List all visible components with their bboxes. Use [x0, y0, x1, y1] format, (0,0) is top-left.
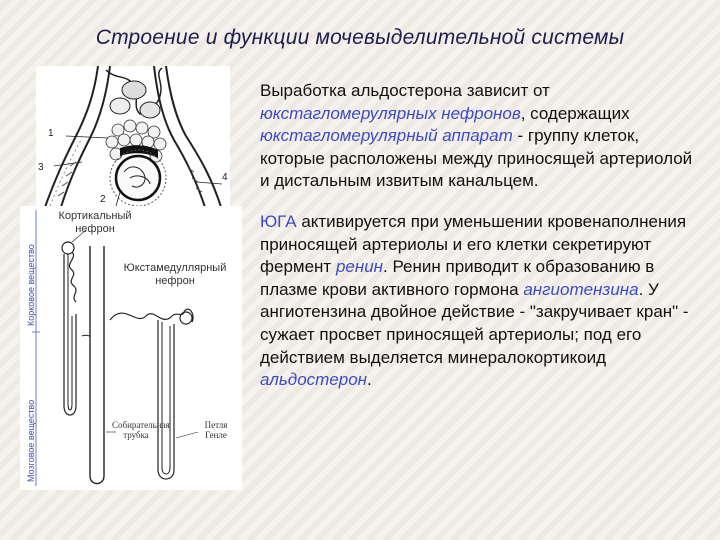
term-renin: ренин	[335, 257, 384, 277]
nephron-figure	[20, 66, 242, 490]
body-text	[260, 80, 700, 392]
label-num-2: 2	[100, 194, 106, 205]
label-cortical-nephron: Кортикальный нефрон	[58, 210, 132, 235]
label-num-3: 3	[38, 162, 44, 173]
jga-drawing	[36, 66, 230, 210]
label-num-1: 1	[48, 128, 54, 139]
text-fragment: . У ангиотензина двойное действие - "закручивает кран" - сужает просвет приносящей артериолы; под его действием выделяется минералокортикоид	[260, 279, 689, 367]
text-fragment: , содержащих	[520, 103, 630, 123]
paragraph-jga-activation	[260, 211, 700, 392]
slide-title: Строение и функции мочевыделительной системы	[95, 26, 625, 49]
text-fragment: активируется при уменьшении кровенаполнения приносящей артериолы и его клетки секретируют фермент	[260, 211, 687, 277]
text-fragment: - группу клеток, которые расположены между приносящей артериолой и дистальным извитым канальцем.	[260, 126, 693, 191]
paragraph-aldosterone-production	[260, 80, 700, 193]
text-fragment: Выработка альдостерона зависит от	[260, 81, 550, 100]
term-aldosterone: альдостерон	[260, 370, 368, 390]
nephron-types-illustration	[20, 206, 242, 490]
label-cortex-layer: Корковое вещество	[26, 244, 36, 326]
text-fragment: . Ренин приводит к образованию в плазме крови активного гормона	[260, 257, 655, 299]
term-angiotensin: ангиотензина	[523, 279, 639, 299]
label-medulla-layer: Мозговое вещество	[26, 399, 36, 482]
term-jga: ЮГА	[260, 211, 297, 231]
label-juxtamedullary-nephron: Юкстамедуллярный нефрон	[123, 262, 227, 287]
label-collecting-duct: Собирательная трубка	[112, 420, 170, 440]
term-juxtaglomerular-nephrons: юкстагломерулярных нефронов	[260, 103, 521, 123]
label-num-4: 4	[222, 172, 228, 183]
term-juxtaglomerular-apparatus: юкстагломерулярный аппарат	[260, 126, 513, 146]
label-henle-loop: Петля Генле	[204, 420, 228, 440]
text-fragment: .	[367, 370, 372, 390]
jga-illustration	[36, 66, 230, 210]
nephron-types-drawing	[20, 206, 242, 490]
